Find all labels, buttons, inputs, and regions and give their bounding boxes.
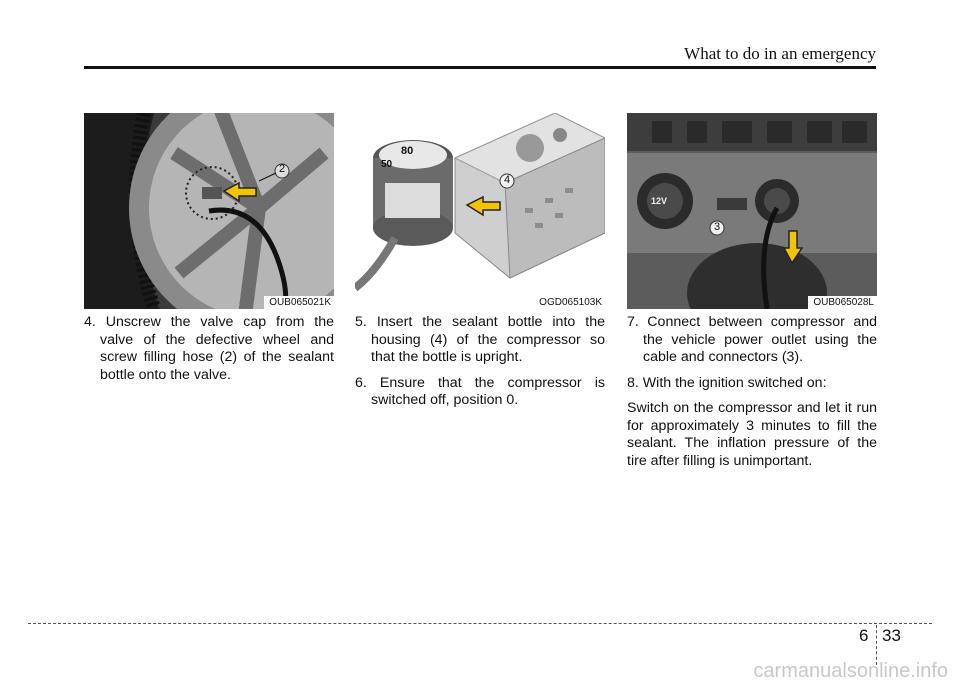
step-8: 8. With the ignition switched on:: [627, 374, 827, 391]
tire-valve-illustration: [84, 113, 334, 309]
footer-rule: [28, 623, 932, 624]
step-6: 6. Ensure that the compressor is switched off, position 0.: [355, 374, 605, 408]
footer-divider: [876, 625, 877, 665]
watermark: carmanualsonline.info: [753, 660, 948, 682]
instruction-paragraph: Switch on the compressor and let it run for approximately 3 minutes to fill the sealant. The inflation pressure of the tire after filling is unimportant.: [627, 400, 877, 469]
figure-code: OUB065028L: [808, 296, 877, 309]
callout-number: 4: [503, 174, 511, 186]
header-rule: [84, 66, 876, 69]
step-5: 5. Insert the sealant bottle into the housing (4) of the compressor so that the bottle is upright.: [355, 314, 605, 365]
power-outlet-illustration: [627, 113, 877, 309]
figure-tire-valve: [84, 113, 334, 309]
figure-code: OUB065021K: [264, 296, 334, 309]
step-7: 7. Connect between compressor and the vehicle power outlet using the cable and connectors (3).: [627, 314, 877, 365]
step-4: 4. Unscrew the valve cap from the valve of the defective wheel and screw filling hose (2) of the sealant bottle onto the valve.: [84, 314, 334, 383]
socket-label-12v: 12V: [651, 196, 668, 206]
figure-sealant-compressor: [355, 113, 605, 309]
column-1: [84, 314, 334, 392]
page-header-title: What to do in an emergency: [684, 44, 876, 63]
callout-number: 2: [278, 163, 286, 175]
column-3: [627, 314, 877, 478]
chapter-number: 6: [859, 626, 869, 645]
figure-code: OGD065103K: [534, 296, 605, 309]
page-number: 33: [882, 626, 901, 645]
callout-number: 3: [713, 221, 721, 233]
figure-power-outlet: [627, 113, 877, 309]
column-2: [355, 314, 605, 418]
dial-number-top: 80: [401, 145, 414, 157]
sealant-compressor-illustration: [355, 113, 605, 309]
dial-number-bottom: 50: [381, 159, 393, 170]
